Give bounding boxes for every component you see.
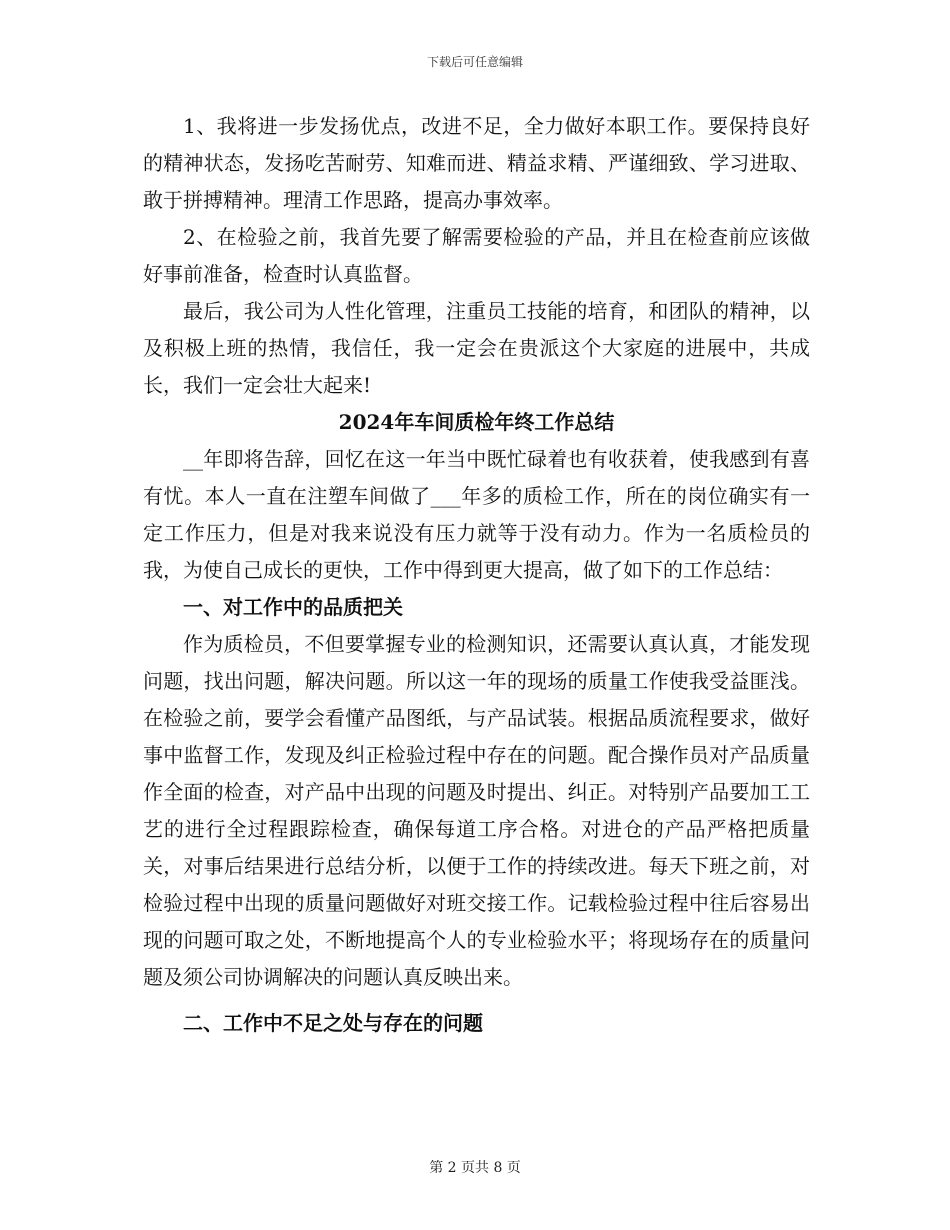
page-footer: 第 2 页共 8 页 xyxy=(429,1160,521,1176)
paragraph-intro: __年即将告辞，回忆在这一年当中既忙碌着也有收获着，使我感到有喜有忧。本人一直在注塑车间做了___年多的质检工作，所在的岗位确实有一定工作压力，但是对我来说没有压力就等于没有动力。作为一名质检员的我，为使自己成长的更快，工作中得到更大提高，做了如下的工作总结： xyxy=(143,447,810,582)
section-heading-quality-control: 一、对工作中的品质把关 xyxy=(183,595,403,619)
paragraph-improve-strengths: 1、我将进一步发扬优点，改进不足，全力做好本职工作。要保持良好的精神状态，发扬吃苦耐劳、知难而进、精益求精、严谨细致、学习进取、敢于拼搏精神。理清工作思路，提高办事效率。 xyxy=(143,114,810,212)
paragraph-quality-control: 作为质检员，不但要掌握专业的检测知识，还需要认真认真，才能发现问题，找出问题，解决问题。所以这一年的现场的质量工作使我受益匪浅。在检验之前，要学会看懂产品图纸，与产品试装。根据品质流程要求，做好事中监督工作，发现及纠正检验过程中存在的问题。配合操作员对产品质量作全面的检查，对产品中出现的问题及时提出、纠正。对特别产品要加工工艺的进行全过程跟踪检查，确保每道工序合格。对进仓的产品严格把质量关，对事后结果进行总结分析，以便于工作的持续改进。每天下班之前，对检验过程中出现的质量问题做好对班交接工作。记载检验过程中往后容易出现的问题可取之处，不断地提高个人的专业检验水平；将现场存在的质量问题及须公司协调解决的问题认真反映出来。 xyxy=(143,632,810,989)
paragraph-inspection-prep: 2、在检验之前，我首先要了解需要检验的产品，并且在检查前应该做好事前准备，检查时认真监督。 xyxy=(143,225,810,286)
document-body xyxy=(143,108,810,1042)
section-heading-shortcomings: 二、工作中不足之处与存在的问题 xyxy=(183,1011,483,1035)
document-title: 2024年车间质检年终工作总结 xyxy=(338,410,615,434)
page-header: 下载后可任意编辑 xyxy=(426,55,523,69)
paragraph-closing: 最后，我公司为人性化管理，注重员工技能的培育，和团队的精神，以及积极上班的热情，我信任，我一定会在贵派这个大家庭的进展中，共成长，我们一定会壮大起来! xyxy=(143,299,810,397)
